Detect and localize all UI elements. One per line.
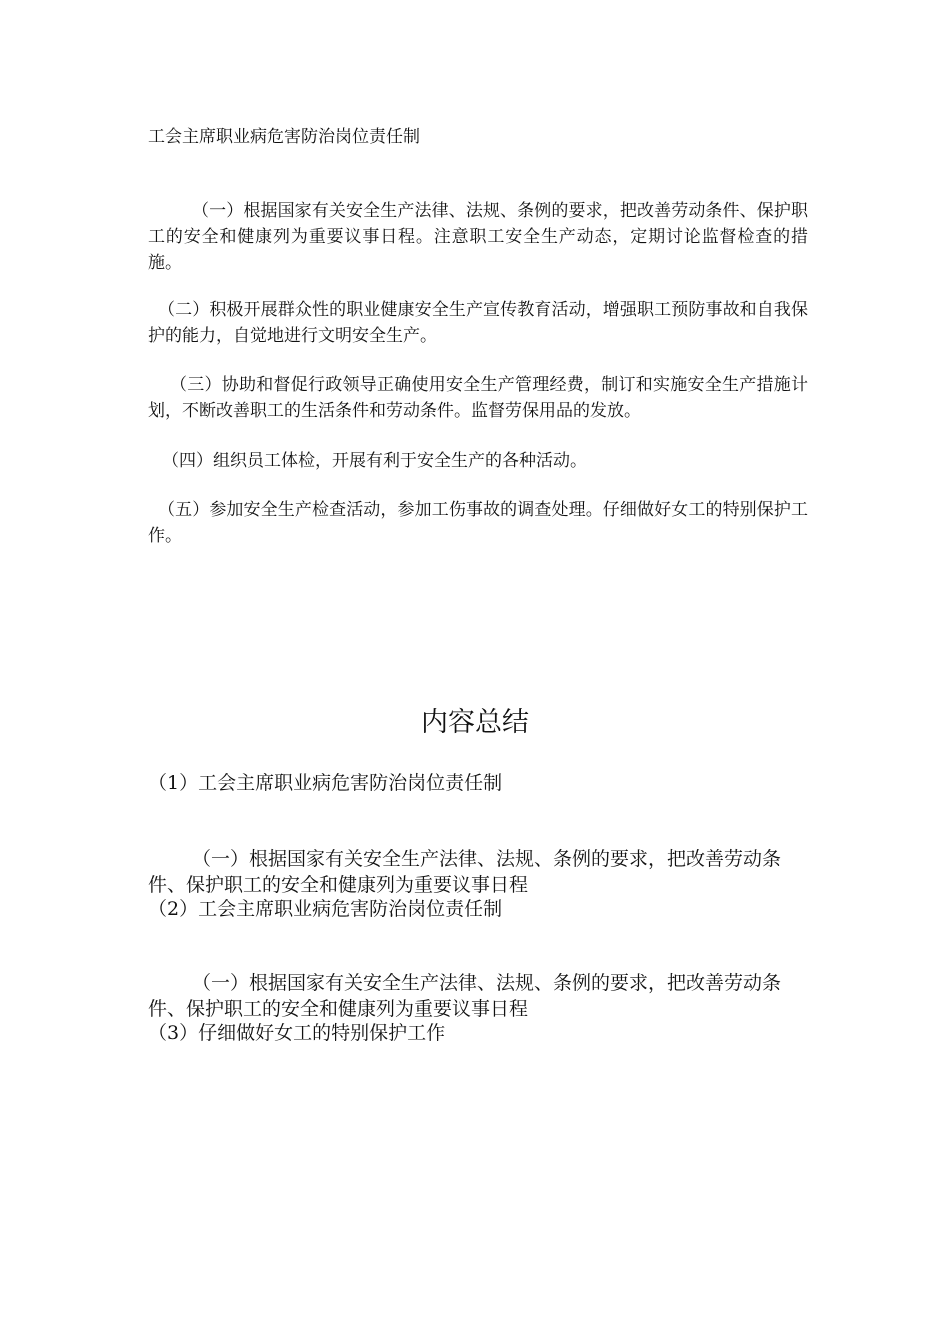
document-title: 工会主席职业病危害防治岗位责任制 [148,127,420,147]
summary-item-3-heading: （3）仔细做好女工的特别保护工作 [148,1022,446,1044]
summary-item-1-body: （一）根据国家有关安全生产法律、法规、条例的要求，把改善劳动条件、保护职工的安全和健康列为重要议事日程 [148,848,782,896]
paragraph-4: （四）组织员工体检，开展有利于安全生产的各种活动。 [162,451,587,471]
paragraph-2: （二）积极开展群众性的职业健康安全生产宣传教育活动，增强职工预防事故和自我保护的能力，自觉地进行文明安全生产。 [148,300,808,346]
summary-title: 内容总结 [421,707,529,738]
summary-item-1-heading: （1）工会主席职业病危害防治岗位责任制 [148,772,503,794]
paragraph-3: （三）协助和督促行政领导正确使用安全生产管理经费，制订和实施安全生产措施计划，不断改善职工的生活条件和劳动条件。监督劳保用品的发放。 [148,375,808,421]
paragraph-1: （一）根据国家有关安全生产法律、法规、条例的要求，把改善劳动条件、保护职工的安全和健康列为重要议事日程。注意职工安全生产动态，定期讨论监督检查的措施。 [148,201,808,273]
paragraph-5: （五）参加安全生产检查活动，参加工伤事故的调查处理。仔细做好女工的特别保护工作。 [148,500,808,546]
summary-item-2-body: （一）根据国家有关安全生产法律、法规、条例的要求，把改善劳动条件、保护职工的安全和健康列为重要议事日程 [148,972,782,1020]
summary-item-2-heading: （2）工会主席职业病危害防治岗位责任制 [148,898,503,920]
